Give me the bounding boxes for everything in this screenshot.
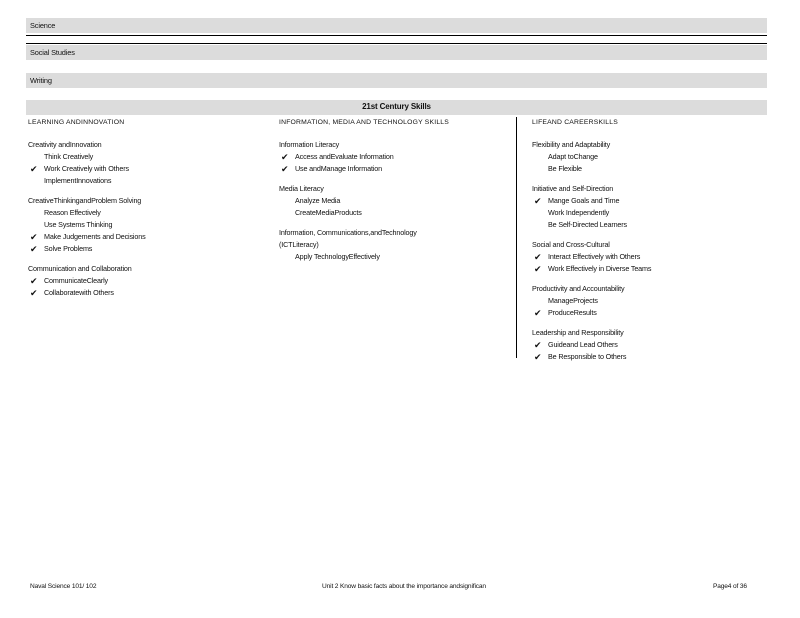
checkmark-icon: ✔ [534, 340, 542, 350]
column-heading: LEARNING ANDINNOVATION [28, 119, 125, 126]
skill-group [532, 327, 762, 363]
skill-item: Be Self-Directed Learners [548, 220, 627, 229]
social-studies-label: Social Studies [30, 48, 75, 57]
writing-label: Writing [30, 76, 52, 85]
skills-title-bar [26, 100, 767, 115]
skill-item: CreateMediaProducts [295, 208, 362, 217]
divider-rule [26, 35, 767, 36]
skill-item: ManageProjects [548, 296, 598, 305]
group-title: Information Literacy [279, 140, 340, 149]
skill-group [532, 283, 762, 319]
social-studies-bar [26, 45, 767, 60]
checkmark-icon: ✔ [281, 164, 289, 174]
learning-innovation-column [28, 119, 268, 307]
group-title: Social and Cross-Cultural [532, 240, 610, 249]
checkmark-icon: ✔ [30, 276, 38, 286]
checkmark-icon: ✔ [534, 352, 542, 362]
skill-item: ✔ Mange Goals and Time [534, 196, 620, 206]
group-title: Initiative and Self-Direction [532, 184, 614, 193]
checkmark-icon: ✔ [534, 252, 542, 262]
skill-group [28, 195, 268, 255]
skills-title: 21st Century Skills [362, 102, 431, 111]
checkmark-icon: ✔ [534, 308, 542, 318]
skill-group [279, 183, 509, 219]
skill-group [532, 183, 762, 231]
science-label: Science [30, 21, 56, 30]
group-title-continued: (ICTLiteracy) [279, 240, 319, 249]
group-title: Flexibility and Adaptability [532, 140, 611, 149]
group-title: Information, Communications,andTechnology [279, 228, 417, 237]
checkmark-icon: ✔ [534, 196, 542, 206]
column-divider [516, 117, 517, 358]
group-title: Leadership and Responsibility [532, 328, 624, 337]
footer-page-number: Page4 of 36 [713, 583, 747, 590]
skill-item: Think Creatively [44, 152, 94, 161]
skill-item: ✔ Work Effectively in Diverse Teams [534, 264, 652, 274]
skill-item: ✔ Use andManage Information [281, 164, 382, 174]
skill-item: Work Independently [548, 208, 610, 217]
checkmark-icon: ✔ [534, 264, 542, 274]
information-media-technology-column [279, 119, 509, 271]
skill-item: ✔ Collaboratewith Others [30, 288, 114, 298]
skill-group [532, 139, 762, 175]
checkmark-icon: ✔ [30, 164, 38, 174]
skill-item: ✔ Guideand Lead Others [534, 340, 618, 350]
skill-item: ImplementInnovations [44, 176, 112, 185]
column-heading: INFORMATION, MEDIA AND TECHNOLOGY SKILLS [279, 119, 450, 126]
science-bar [26, 18, 767, 33]
skill-item: ✔ Solve Problems [30, 244, 93, 254]
skill-group [28, 263, 268, 299]
checkmark-icon: ✔ [30, 232, 38, 242]
footer-unit: Unit 2 Know basic facts about the importance andsignifican [322, 583, 486, 590]
skill-item: ✔ Interact Effectively with Others [534, 252, 641, 262]
skill-item: Apply TechnologyEffectively [295, 252, 380, 261]
group-title: Creativity andInnovation [28, 140, 102, 149]
skill-item: Adapt toChange [548, 152, 598, 161]
life-career-column [532, 119, 762, 371]
skill-item: ✔ Make Judgements and Decisions [30, 232, 146, 242]
footer-course: Naval Science 101/ 102 [30, 583, 97, 590]
group-title: Media Literacy [279, 184, 324, 193]
skill-group [279, 139, 509, 175]
skill-item: Reason Effectively [44, 208, 101, 217]
skill-item: Use Systems Thinking [44, 220, 113, 229]
group-title: Productivity and Accountability [532, 284, 625, 293]
skill-item: ✔ Be Responsible to Others [534, 352, 627, 362]
skill-item: ✔ CommunicateClearly [30, 276, 109, 286]
column-heading: LIFEAND CAREERSKILLS [532, 119, 618, 126]
skill-item: Analyze Media [295, 196, 341, 205]
checkmark-icon: ✔ [30, 288, 38, 298]
group-title: CreativeThinkingandProblem Solving [28, 196, 142, 205]
group-title: Communication and Collaboration [28, 264, 132, 273]
writing-bar [26, 73, 767, 88]
skill-item: ✔ Access andEvaluate Information [281, 152, 394, 162]
checkmark-icon: ✔ [281, 152, 289, 162]
skill-group [279, 227, 509, 263]
skill-item: Be Flexible [548, 164, 582, 173]
skill-group [532, 239, 762, 275]
skill-item: ✔ ProduceResults [534, 308, 597, 318]
checkmark-icon: ✔ [30, 244, 38, 254]
divider-rule [26, 43, 767, 44]
skill-group [28, 139, 268, 187]
skill-item: ✔ Work Creatively with Others [30, 164, 129, 174]
